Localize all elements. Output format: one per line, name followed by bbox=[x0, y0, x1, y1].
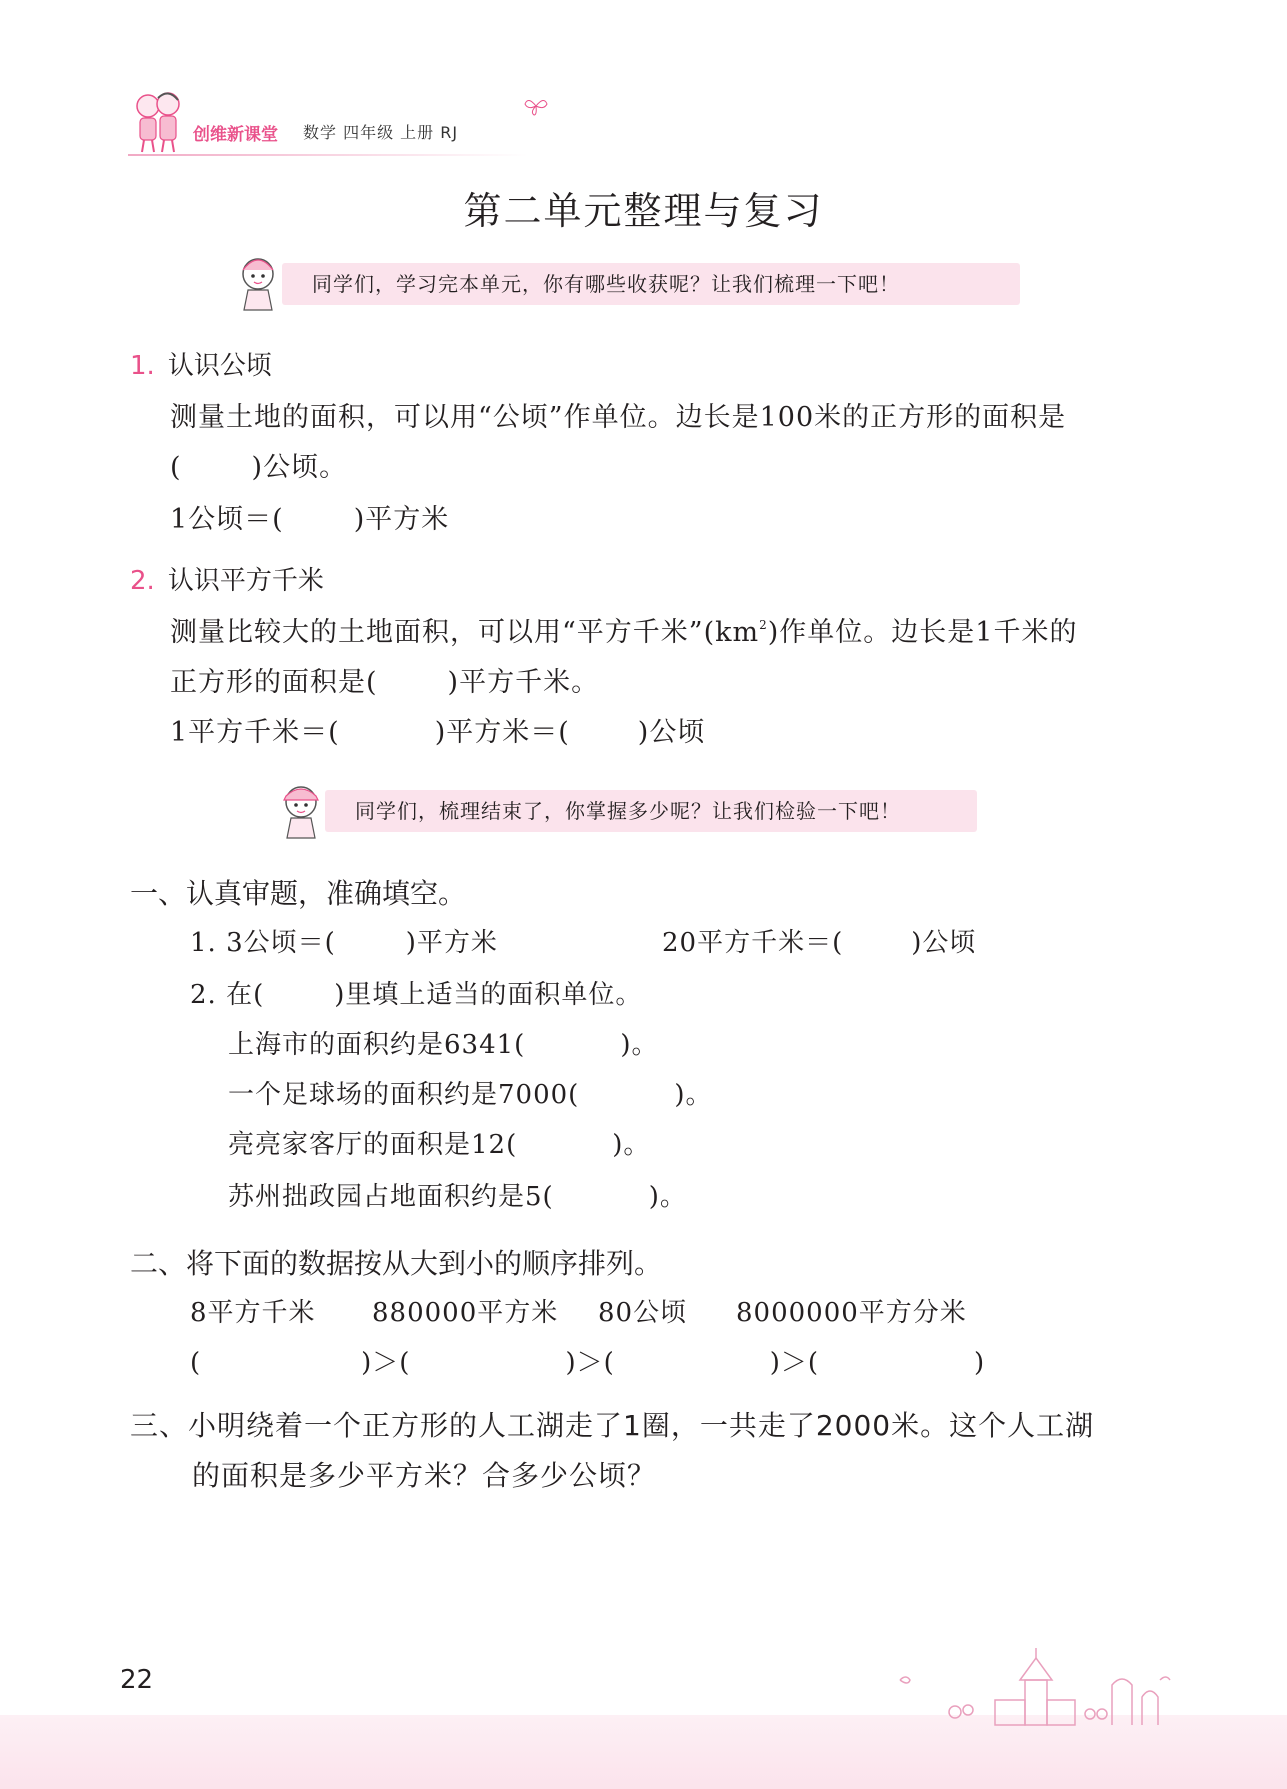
paren-close: ) bbox=[974, 1348, 986, 1378]
blank-prefix: 1公顷＝( bbox=[170, 504, 284, 535]
blank-suffix: )平方千米。 bbox=[447, 667, 600, 698]
blank-prefix: 2. 在( bbox=[190, 980, 265, 1010]
item-text: 上海市的面积约是6341( bbox=[228, 1030, 526, 1060]
item-end: )。 bbox=[620, 1030, 659, 1060]
item-text: 苏州拙政园占地面积约是5( bbox=[228, 1182, 554, 1212]
ordering-blanks bbox=[190, 1342, 985, 1379]
part-1-title: 一、认真审题，准确填空。 bbox=[130, 877, 467, 910]
section-2-heading bbox=[130, 560, 324, 597]
section-number: 2. bbox=[130, 566, 155, 596]
section-number: 1. bbox=[130, 351, 155, 381]
part-1-question-1b bbox=[662, 922, 976, 959]
value-1: 8平方千米 bbox=[190, 1298, 316, 1328]
part-1-item bbox=[228, 1124, 650, 1161]
part-2-title: 二、将下面的数据按从大到小的顺序排列。 bbox=[130, 1247, 663, 1280]
superscript: 2 bbox=[759, 618, 768, 632]
greater-than: )＞( bbox=[565, 1348, 615, 1378]
part-1-question-1a bbox=[190, 922, 498, 959]
blank-prefix: 1平方千米＝( bbox=[170, 717, 340, 748]
blank-prefix: 正方形的面积是( bbox=[170, 667, 378, 698]
greater-than: )＞( bbox=[361, 1348, 411, 1378]
blank-suffix: )平方米 bbox=[405, 928, 498, 958]
value-2: 880000平方米 bbox=[372, 1298, 559, 1328]
part-1-item bbox=[228, 1074, 712, 1111]
part-3-question: 三、小明绕着一个正方形的人工湖走了1圈，一共走了2000米。这个人工湖 bbox=[130, 1409, 1095, 1442]
page-header bbox=[128, 88, 598, 158]
section-title: 认识公顷 bbox=[167, 351, 272, 381]
item-end: )。 bbox=[612, 1130, 651, 1160]
section-2-question-a bbox=[170, 660, 599, 699]
header-divider bbox=[128, 154, 528, 156]
section-1-text: 测量土地的面积，可以用“公顷”作单位。边长是100米的正方形的面积是 bbox=[170, 402, 1067, 433]
part-1-question-2 bbox=[190, 974, 642, 1011]
item-end: )。 bbox=[674, 1080, 713, 1110]
blank-prefix: 1. 3公顷＝( bbox=[190, 928, 336, 958]
cartoon-kids-icon bbox=[128, 88, 190, 154]
section-1-question-b bbox=[170, 497, 449, 536]
mascot-boy-icon bbox=[275, 780, 327, 844]
section-2-text bbox=[170, 610, 1077, 649]
page-number: 22 bbox=[120, 1665, 154, 1695]
blank-suffix: )公顷 bbox=[637, 717, 706, 748]
blank-open: ( bbox=[170, 452, 182, 483]
blank-suffix: )平方米 bbox=[353, 504, 450, 535]
intro-banner: 同学们，学习完本单元，你有哪些收获呢？让我们梳理一下吧！ bbox=[282, 263, 1020, 305]
blank-suffix: )公顷 bbox=[911, 928, 977, 958]
book-subject: 数学 四年级 上册 RJ bbox=[303, 123, 459, 142]
review-banner: 同学们，梳理结束了，你掌握多少呢？让我们检验一下吧！ bbox=[325, 790, 977, 832]
section-title: 认识平方千米 bbox=[167, 566, 324, 596]
castle-decoration-icon bbox=[880, 1640, 1180, 1730]
item-text: 亮亮家客厅的面积是12( bbox=[228, 1130, 518, 1160]
brand-label: 创维新课堂 bbox=[193, 125, 278, 145]
section-1-question-a bbox=[170, 445, 347, 484]
part-1-item bbox=[228, 1024, 658, 1061]
butterfly-icon bbox=[523, 96, 549, 116]
item-text: 一个足球场的面积约是7000( bbox=[228, 1080, 580, 1110]
item-end: )。 bbox=[648, 1182, 687, 1212]
value-4: 8000000平方分米 bbox=[736, 1298, 967, 1328]
page-title: 第二单元整理与复习 bbox=[463, 189, 824, 233]
mascot-girl-icon bbox=[232, 252, 284, 316]
text-part: )作单位。边长是1千米的 bbox=[767, 617, 1078, 648]
greater-than: )＞( bbox=[769, 1348, 820, 1378]
blank-mid: )平方米＝( bbox=[434, 717, 570, 748]
text-part: 测量比较大的土地面积，可以用“平方千米”(km bbox=[170, 617, 760, 648]
blank-suffix: )里填上适当的面积单位。 bbox=[334, 980, 643, 1010]
section-1-heading bbox=[130, 345, 272, 382]
paren-open: ( bbox=[190, 1348, 202, 1378]
value-3: 80公顷 bbox=[598, 1298, 688, 1328]
part-1-item bbox=[228, 1176, 687, 1213]
blank-prefix: 20平方千米＝( bbox=[662, 928, 844, 958]
part-3-question-cont: 的面积是多少平方米？合多少公顷？ bbox=[192, 1459, 657, 1492]
section-2-question-b bbox=[170, 710, 705, 749]
blank-close: )公顷。 bbox=[251, 452, 348, 483]
